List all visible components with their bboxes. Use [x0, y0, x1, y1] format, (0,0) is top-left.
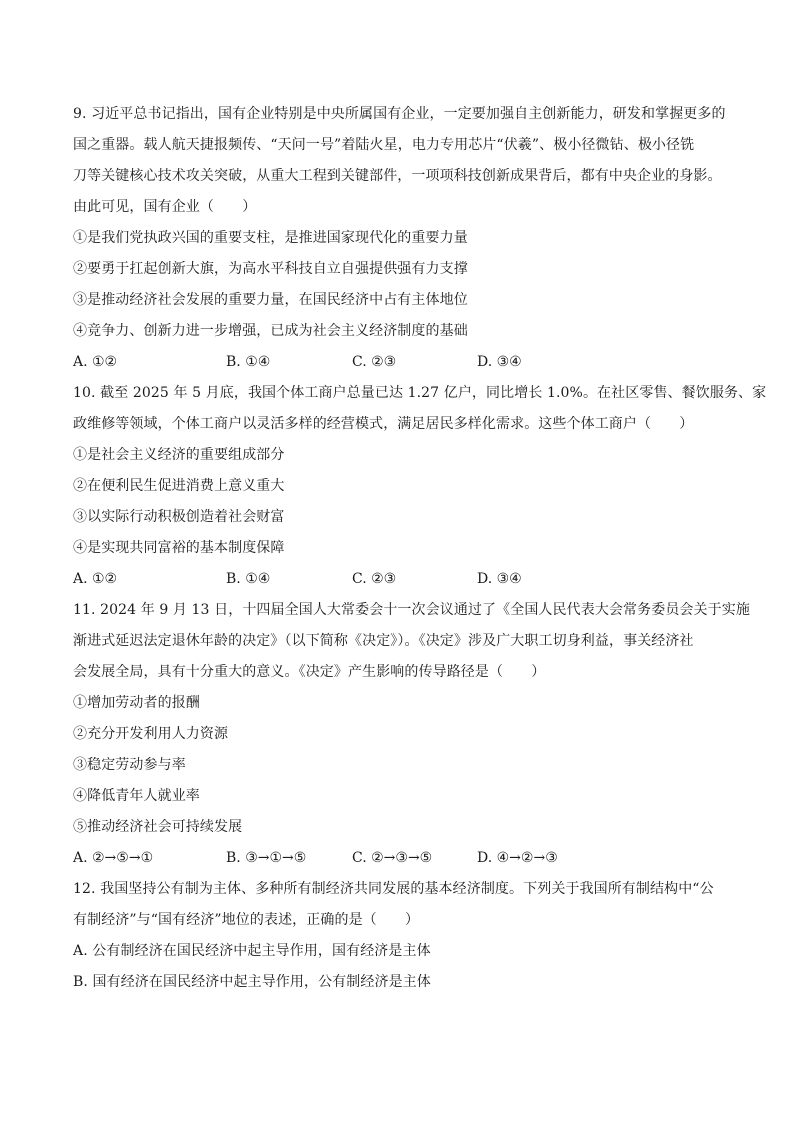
- option-d: D. ③④: [477, 354, 522, 370]
- question-stem-line: 12. 我国坚持公有制为主体、多种所有制经济共同发展的基本经济制度。下列关于我国所有制结构中“公: [73, 881, 714, 897]
- statement-item: ①是我们党执政兴国的重要支柱，是推进国家现代化的重要力量: [73, 230, 468, 246]
- statement-item: ⑤推动经济社会可持续发展: [73, 819, 243, 835]
- statement-item: ②在便利民生促进消费上意义重大: [73, 478, 285, 494]
- question-stem-line: 刀等关键核心技术攻关突破，从重大工程到关键部件，一项项科技创新成果背后，都有中央企业的身影。: [73, 168, 722, 184]
- option-d: D. ③④: [477, 571, 522, 587]
- question-content: [73, 99, 767, 998]
- question-stem-line: 9. 习近平总书记指出，国有企业特别是中央所属国有企业，一定要加强自主创新能力，研发和掌握更多的: [73, 106, 726, 122]
- option-b: B. ①④: [226, 354, 271, 370]
- question-9: [73, 99, 726, 378]
- answer-choice: A. 公有制经济在国民经济中起主导作用，国有经济是主体: [73, 943, 431, 959]
- statement-item: ③是推动经济社会发展的重要力量，在国民经济中占有主体地位: [73, 292, 468, 308]
- option-b: B. ①④: [226, 571, 271, 587]
- question-stem-line: 政维修等领域，个体工商户以灵活多样的经营模式，满足居民多样化需求。这些个体工商户（ ）: [73, 416, 694, 432]
- answer-choice: B. 国有经济在国民经济中起主导作用，公有制经济是主体: [73, 974, 431, 990]
- statement-item: ②要勇于扛起创新大旗，为高水平科技自立自强提供强有力支撑: [73, 261, 468, 277]
- answer-options: [73, 564, 723, 595]
- statement-item: ①是社会主义经济的重要组成部分: [73, 447, 285, 463]
- question-10: [73, 378, 767, 595]
- option-b: B. ③→①→⑤: [226, 850, 307, 866]
- question-stem-line: 11. 2024 年 9 月 13 日，十四届全国人大常委会十一次会议通过了《全国人民代表大会常务委员会关于实施: [73, 602, 750, 618]
- statement-item: ④竞争力、创新力进一步增强，已成为社会主义经济制度的基础: [73, 323, 468, 339]
- statement-item: ②充分开发利用人力资源: [73, 726, 229, 742]
- statement-item: ①增加劳动者的报酬: [73, 695, 200, 711]
- option-a: A. ①②: [73, 571, 118, 587]
- question-stem-line: 有制经济”与“国有经济”地位的表述，正确的是（ ）: [73, 912, 420, 928]
- answer-options: [73, 347, 723, 378]
- question-11: [73, 595, 750, 874]
- question-stem-line: 会发展全局，具有十分重大的意义。《决定》产生影响的传导路径是（ ）: [73, 664, 546, 680]
- option-c: C. ②③: [352, 354, 397, 370]
- statement-item: ④是实现共同富裕的基本制度保障: [73, 540, 285, 556]
- question-stem-line: 由此可见，国有企业（ ）: [73, 199, 257, 215]
- question-12: [73, 874, 723, 998]
- statement-item: ③稳定劳动参与率: [73, 757, 186, 773]
- statement-item: ③以实际行动积极创造着社会财富: [73, 509, 285, 525]
- question-stem-line: 渐进式延迟法定退休年龄的决定》（以下简称《决定》）。《决定》涉及广大职工切身利益，事关经济社: [73, 633, 694, 649]
- answer-options: [73, 843, 723, 874]
- question-stem-line: 国之重器。载人航天捷报频传、“天问一号”着陆火星，电力专用芯片“伏羲”、极小径微钻、极小径铣: [73, 137, 695, 153]
- option-d: D. ④→②→③: [477, 850, 558, 866]
- option-a: A. ①②: [73, 354, 118, 370]
- question-stem-line: 10. 截至 2025 年 5 月底，我国个体工商户总量已达 1.27 亿户，同比增长 1.0%。在社区零售、餐饮服务、家: [73, 385, 767, 401]
- option-a: A. ②→⑤→①: [73, 850, 154, 866]
- option-c: C. ②→③→⑤: [352, 850, 433, 866]
- statement-item: ④降低青年人就业率: [73, 788, 200, 804]
- option-c: C. ②③: [352, 571, 397, 587]
